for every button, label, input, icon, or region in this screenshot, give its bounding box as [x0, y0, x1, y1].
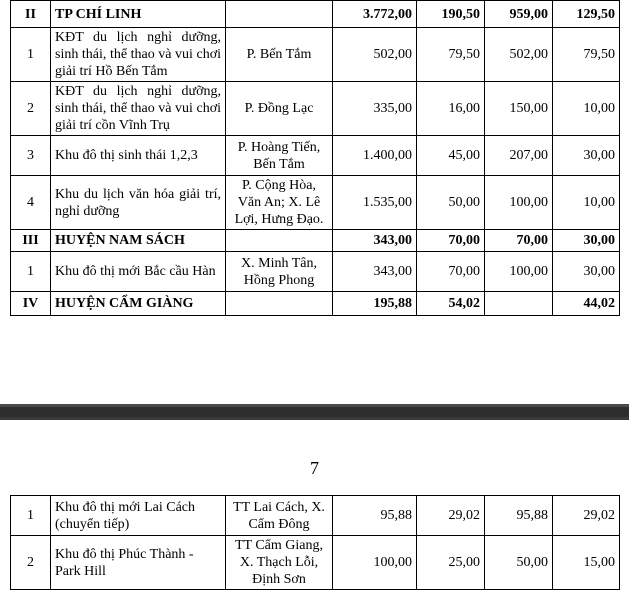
- row-number: 1: [11, 28, 51, 82]
- row-name: TP CHÍ LINH: [51, 1, 226, 28]
- row-name: Khu đô thị mới Bắc cầu Hàn: [51, 252, 226, 292]
- row-number: III: [11, 230, 51, 252]
- row-name: HUYỆN NAM SÁCH: [51, 230, 226, 252]
- table-row: [11, 82, 620, 136]
- page-break-shade: [0, 404, 629, 407]
- row-name: Khu đô thị Phúc Thành - Park Hill: [51, 536, 226, 590]
- row-location: P. Đồng Lạc: [226, 82, 333, 136]
- table-row: [11, 292, 620, 316]
- row-value-a: 195,88: [333, 292, 417, 316]
- row-location: P. Hoàng Tiến, Bến Tắm: [226, 136, 333, 176]
- row-number: 4: [11, 176, 51, 230]
- row-value-b: 54,02: [417, 292, 485, 316]
- table-row: [11, 230, 620, 252]
- row-value-b: 45,00: [417, 136, 485, 176]
- row-value-c: 95,88: [485, 496, 553, 536]
- row-value-a: 100,00: [333, 536, 417, 590]
- row-value-b: 50,00: [417, 176, 485, 230]
- table-row: [11, 496, 620, 536]
- row-value-c: [485, 292, 553, 316]
- row-value-c: 70,00: [485, 230, 553, 252]
- row-value-b: 16,00: [417, 82, 485, 136]
- row-value-a: 343,00: [333, 252, 417, 292]
- row-value-b: 70,00: [417, 230, 485, 252]
- row-value-c: 959,00: [485, 1, 553, 28]
- row-value-a: 502,00: [333, 28, 417, 82]
- row-name: HUYỆN CẨM GIÀNG: [51, 292, 226, 316]
- row-number: 1: [11, 252, 51, 292]
- row-value-a: 1.400,00: [333, 136, 417, 176]
- table-row: [11, 1, 620, 28]
- row-value-d: 44,02: [553, 292, 620, 316]
- row-number: 3: [11, 136, 51, 176]
- table-row: [11, 136, 620, 176]
- row-location: TT Cẩm Giang, X. Thạch Lỗi, Định Sơn: [226, 536, 333, 590]
- row-value-c: 150,00: [485, 82, 553, 136]
- row-value-d: 129,50: [553, 1, 620, 28]
- row-value-c: 50,00: [485, 536, 553, 590]
- row-value-c: 502,00: [485, 28, 553, 82]
- table-row: [11, 536, 620, 590]
- row-value-b: 79,50: [417, 28, 485, 82]
- row-location: [226, 292, 333, 316]
- row-value-b: 70,00: [417, 252, 485, 292]
- page-break-shade: [0, 417, 629, 420]
- row-location: [226, 230, 333, 252]
- row-number: 1: [11, 496, 51, 536]
- row-value-c: 207,00: [485, 136, 553, 176]
- row-value-b: 29,02: [417, 496, 485, 536]
- row-number: 2: [11, 536, 51, 590]
- page-number: 7: [310, 458, 319, 478]
- table-row: [11, 28, 620, 82]
- land-table-page-6: [10, 0, 620, 316]
- row-name: Khu đô thị sinh thái 1,2,3: [51, 136, 226, 176]
- row-value-b: 25,00: [417, 536, 485, 590]
- table-row: [11, 252, 620, 292]
- row-value-b: 190,50: [417, 1, 485, 28]
- land-table-page-7: [10, 495, 620, 590]
- row-name: Khu đô thị mới Lai Cách (chuyển tiếp): [51, 496, 226, 536]
- row-value-d: 30,00: [553, 252, 620, 292]
- row-number: II: [11, 1, 51, 28]
- row-value-d: 30,00: [553, 136, 620, 176]
- row-value-c: 100,00: [485, 176, 553, 230]
- row-location: X. Minh Tân, Hồng Phong: [226, 252, 333, 292]
- row-name: Khu du lịch văn hóa giải trí, nghỉ dưỡng: [51, 176, 226, 230]
- row-value-d: 15,00: [553, 536, 620, 590]
- row-name: KĐT du lịch nghỉ dưỡng, sinh thái, thể thao và vui chơi giải trí Hồ Bến Tắm: [51, 28, 226, 82]
- row-value-d: 30,00: [553, 230, 620, 252]
- row-number: 2: [11, 82, 51, 136]
- row-number: IV: [11, 292, 51, 316]
- row-location: P. Bến Tắm: [226, 28, 333, 82]
- page-break-divider: [0, 404, 629, 420]
- row-name: KĐT du lịch nghỉ dưỡng, sinh thái, thể thao và vui chơi giải trí cồn Vĩnh Trụ: [51, 82, 226, 136]
- row-value-a: 1.535,00: [333, 176, 417, 230]
- row-value-a: 3.772,00: [333, 1, 417, 28]
- row-value-d: 79,50: [553, 28, 620, 82]
- row-location: P. Cộng Hòa, Văn An; X. Lê Lợi, Hưng Đạo.: [226, 176, 333, 230]
- row-value-d: 29,02: [553, 496, 620, 536]
- row-location: TT Lai Cách, X. Cẩm Đông: [226, 496, 333, 536]
- row-value-a: 95,88: [333, 496, 417, 536]
- row-location: [226, 1, 333, 28]
- row-value-c: 100,00: [485, 252, 553, 292]
- row-value-a: 343,00: [333, 230, 417, 252]
- table-row: [11, 176, 620, 230]
- row-value-d: 10,00: [553, 176, 620, 230]
- row-value-d: 10,00: [553, 82, 620, 136]
- row-value-a: 335,00: [333, 82, 417, 136]
